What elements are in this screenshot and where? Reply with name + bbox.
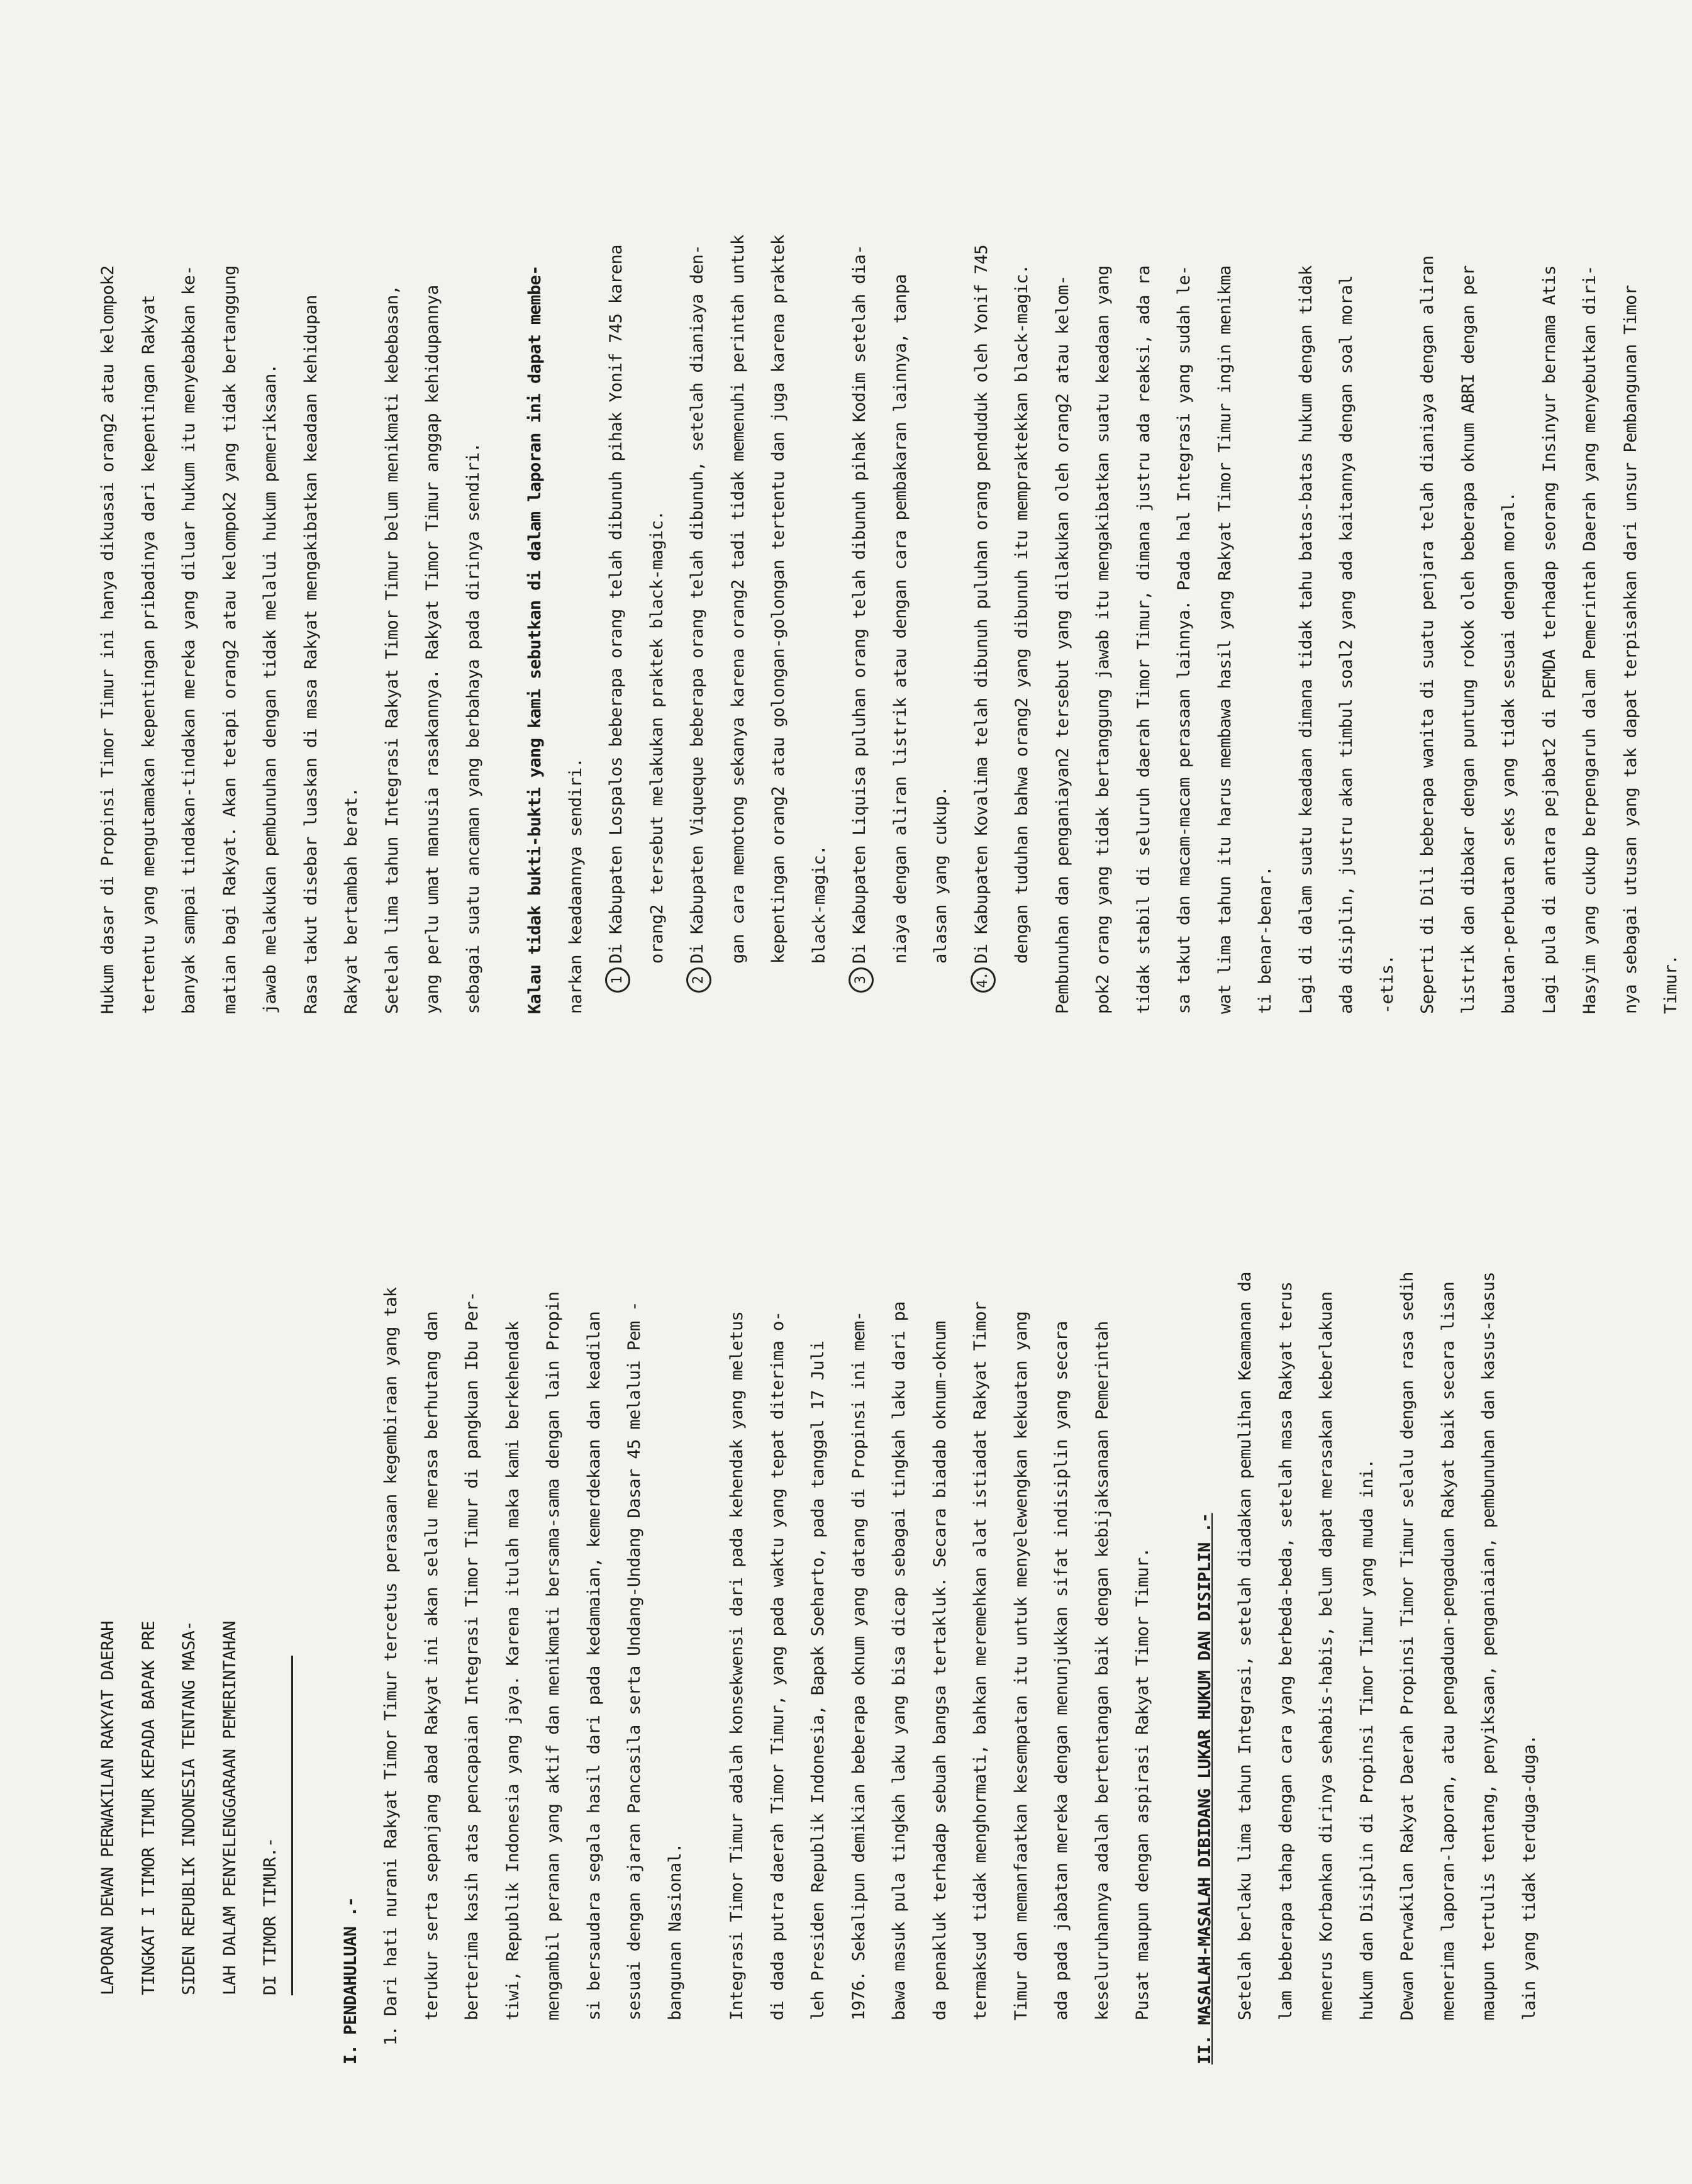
- right-paragraph-4: [515, 33, 596, 1014]
- right-paragraph-1: [88, 33, 291, 1014]
- text-line: ada pada jabatan mereka dengan menunjukkan sifat indisiplin yang secara: [1052, 1321, 1071, 2020]
- text-line: matian bagi Rakyat. Akan tetapi orang2 atau kelompok2 yang tidak bertanggung: [220, 265, 240, 1014]
- paragraph-1: [371, 1083, 696, 2064]
- text-line: banyak sampai tindakan-tindakan mereka yang diluar hukum itu menyebabkan ke-: [179, 265, 199, 1014]
- text-line: Lagi pula di antara pejabat2 di PEMDA terhadap seorang Insinyur bernama Atis: [1539, 265, 1559, 1014]
- text-line: buatan-perbuatan seks yang tidak sesuai dengan moral.: [1499, 492, 1518, 1014]
- title-line: LAH DALAM PENYELENGGARAAN PEMERINTAHAN: [220, 1621, 240, 1995]
- paragraph-2: [717, 1083, 1164, 2064]
- title-line: TINGKAT I TIMOR TIMUR KEPADA BAPAK PRE: [138, 1621, 159, 1995]
- title-line: LAPORAN DEWAN PERWAKILAN RAKYAT DAERAH: [98, 1621, 118, 1995]
- text-line: berterima kasih atas pencapaian Integrasi Timor Timur di pangkuan Ibu Per-: [462, 1291, 482, 2020]
- right-column: [88, 33, 1692, 1014]
- text-line: listrik dan dibakar dengan puntung rokok oleh beberapa oknum ABRI dengan per: [1458, 265, 1478, 1014]
- text-line: Dewan Perwakilan Rakyat Daerah Propinsi Timor Timur selalu dengan rasa sedih: [1398, 1272, 1417, 2020]
- text-line: tiwi, Republik Indonesia yang jaya. Karena itulah maka kami berkehendak: [503, 1321, 523, 2020]
- section-heading-pendahuluan: I. PENDAHULUAN .-: [340, 1897, 360, 2064]
- text-line: Setelah berlaku lima tahun Integrasi, setelah diadakan pemulihan Keamanan da: [1235, 1272, 1255, 2020]
- text-line: sa takut dan macam-macam perasaan lainnya. Pada hal Integrasi yang sudah le-: [1174, 265, 1194, 1014]
- text-line: keseluruhannya adalah bertentangan baik dengan kebijaksanaan Pemerintah: [1092, 1321, 1112, 2020]
- text-line: lain yang tidak terduga-duga.: [1519, 1734, 1539, 2020]
- text-line: Seperti di Dili beberapa wanita di suatu penjara telah dianiaya dengan aliran: [1418, 255, 1437, 1014]
- left-column: [88, 1083, 1550, 2064]
- text-line: maupun tertulis tentang, penyiksaan, penganiaian, pembunuhan dan kasus-kasus: [1479, 1272, 1498, 2020]
- text-line: tidak stabil di seluruh daerah Timor Timur, dimana justru ada reaksi, ada ra: [1133, 265, 1154, 1014]
- text-line: 1. Dari hati nurani Rakyat Timor Timur tercetus perasaan kegembiraan yang tak: [381, 1287, 401, 2046]
- text-line: ti benar-benar.: [1255, 866, 1275, 1014]
- text-line: termaksud tidak menghormati, bahkan meremehkan alat istiadat Rakyat Timor: [971, 1301, 990, 2020]
- item-number: 3: [849, 967, 874, 993]
- text-line: Integrasi Timor Timur adalah konsekwensi dari pada kehendak yang meletus: [727, 1311, 747, 2020]
- text-line: si bersaudara segala hasil dari pada kedamaian, kemerdekaan dan keadilan: [584, 1311, 604, 2020]
- text-line: [677, 33, 718, 984]
- text-line: Setelah lima tahun Integrasi Rakyat Timor Timur belum menikmati kebebasan,: [382, 285, 402, 1014]
- text-line: sesuai dengan ajaran Pancasila serta Undang-Undang Dasar 45 melalui Pem -: [625, 1301, 644, 2020]
- text-line: alasan yang cukup.: [931, 786, 950, 964]
- title-line: DI TIMOR TIMUR.-: [260, 1837, 280, 1995]
- text-line: Timur.: [1661, 955, 1681, 1014]
- text-line: nya sebagai utusan yang tak dapat terpisahkan dari unsur Pembangunan Timor: [1620, 285, 1640, 1014]
- text-line: kepentingan orang2 atau golongan-golongan tertentu dan juga karena praktek: [769, 235, 788, 964]
- right-paragraph-6: [1286, 33, 1408, 1014]
- right-paragraph-2: [291, 33, 372, 1014]
- text-line: orang2 tersebut melakukan praktek black-magic.: [647, 510, 667, 964]
- text-line: dengan tuduhan bahwa orang2 yang dibunuh itu mempraktekkan black-magic.: [1012, 264, 1032, 964]
- paragraph-4: [1388, 1083, 1550, 2064]
- item-text: Di Kabupaten Viqueque beberapa orang telah dibunuh, setelah dianiaya den-: [687, 245, 707, 964]
- text-line: [962, 33, 1003, 988]
- text-line: niaya dengan aliran listrik atau dengan cara pembakaran lainnya, tanpa: [890, 274, 910, 964]
- text-line: leh Presiden Republik Indonesia, Bapak Soeharto, pada tanggal 17 Juli: [808, 1340, 828, 2020]
- text-line: tertentu yang mengutamakan kepentingan pribadinya dari kepentingan Rakyat: [138, 295, 159, 1014]
- text-line: ada disiplin, justru akan timbul soal2 yang ada kaitannya dengan soal moral: [1337, 275, 1356, 1014]
- list-item: [677, 33, 840, 1014]
- text-line: Pembunuhan dan penganiayan2 tersebut yang dilakukan oleh orang2 atau kelom-: [1052, 275, 1072, 1014]
- list-item: [596, 33, 677, 1014]
- text-line: Lagi di dalam suatu keadaan dimana tidak tahu batas-batas hukum dengan tidak: [1296, 265, 1316, 1014]
- text-line: Hasyim yang cukup berpengaruh dalam Pemerintah Daerah yang menyebutkan diri-: [1580, 265, 1600, 1014]
- text-line: pok2 orang yang tidak bertanggung jawab itu mengakibatkan suatu keadaan yang: [1093, 265, 1113, 1014]
- paragraph-3: [1225, 1083, 1388, 2064]
- right-paragraph-8: [1530, 33, 1692, 1014]
- right-paragraph-5: [1043, 33, 1286, 1014]
- text-line: black-magic.: [809, 845, 829, 964]
- item-number: 4.: [971, 967, 996, 993]
- item-text: Di Kabupaten Liquisa puluhan orang telah dibunuh pihak Kodim setelah dia-: [850, 245, 869, 964]
- text-line: Hukum dasar di Propinsi Timor Timur ini hanya dikuasai orang2 atau kelompok2: [98, 265, 118, 1014]
- item-text: Di Kabupaten Kovalima telah dibunuh puluhan orang penduduk oleh Yonif 745: [971, 245, 991, 964]
- text-line: jawab melakukan pembunuhan dengan tidak melalui hukum pemeriksaan.: [260, 364, 280, 1014]
- item-number: 1: [605, 967, 630, 993]
- text-line: gan cara memotong sekanya karena orang2 tadi tidak memenuhi perintah untuk: [728, 235, 748, 964]
- text-line: bawa masuk pula tingkah laku yang bisa dicap sebagai tingkah laku dari pa: [889, 1301, 909, 2020]
- list-item: [962, 33, 1043, 1014]
- right-paragraph-3: [372, 33, 494, 1014]
- text-line: terukur serta sepanjang abad Rakyat ini akan selalu merasa berhutang dan: [421, 1311, 442, 2020]
- text-line: yang perlu umat manusia rasakannya. Rakyat Timor Timur anggap kehidupannya: [423, 285, 442, 1014]
- text-line: wat lima tahun itu harus membawa hasil yang Rakyat Timor Timur ingin menikma: [1215, 265, 1235, 1014]
- right-paragraph-7: [1408, 33, 1530, 1014]
- item-text: Di Kabupaten Lospalos beberapa orang telah dibunuh pihak Yonif 745 karena: [606, 245, 626, 964]
- text-line: lam beberapa tahap dengan cara yang berbeda-beda, setelah masa Rakyat terus: [1276, 1281, 1296, 2020]
- text-line: [840, 33, 881, 984]
- title-underline: [291, 1656, 293, 1995]
- title-line: SIDEN REPUBLIK INDONESIA TENTANG MASA-: [179, 1621, 199, 1995]
- text-line: Pusat maupun dengan aspirasi Rakyat Timor Timur.: [1133, 1547, 1152, 2020]
- text-line: mengambil peranan yang aktif dan menikmati bersama-sama dengan lain Propin: [543, 1291, 563, 2020]
- text-line: di dada putra daerah Timor Timur, yang pada waktu yang tepat diterima o-: [767, 1311, 788, 2020]
- text-line: Rasa takut disebar luaskan di masa Rakyat mengakibatkan keadaan kehidupan: [301, 295, 321, 1014]
- text-line: bangunan Nasional.: [665, 1843, 685, 2020]
- list-item: [840, 33, 962, 1014]
- document-title: [88, 1083, 291, 2064]
- text-line: menerus Korbankan dirinya sehabis-habis, belum dapat merasakan keberlakuan: [1316, 1291, 1336, 2020]
- text-line: Timur dan memanfaatkan kesempatan itu untuk menyelewengkan kekuatan yang: [1011, 1311, 1031, 2020]
- text-line: da penakluk terhadap sebuah bangsa tertakluk. Secara biadab oknum-oknum: [930, 1321, 950, 2020]
- text-line: hukum dan Disiplin di Propinsi Timor Timur yang muda ini.: [1357, 1459, 1377, 2020]
- text-line: sebagai suatu ancaman yang berbahaya pada dirinya sendiri.: [463, 442, 483, 1014]
- text-line: narkan keadaannya sendiri.: [565, 757, 586, 1014]
- section-heading-hukum-disiplin: II. MASALAH-MASALAH DIBIDANG LUKAR HUKUM DAN DISIPLIN .-: [1194, 1513, 1215, 2064]
- item-number: 2: [686, 967, 711, 993]
- text-line: [596, 33, 637, 984]
- text-line: Kalau tidak bukti-bukti yang kami sebutkan di dalam laporan ini dapat membe-: [525, 265, 545, 1014]
- text-line: 1976. Sekalipun demikian beberapa oknum yang datang di Propinsi ini mem-: [849, 1311, 869, 2020]
- text-line: Rakyat bertambah berat.: [342, 787, 361, 1014]
- text-line: -etis.: [1377, 955, 1397, 1014]
- text-line: menerima laporan-laporan, atau pengaduan-pengaduan Rakyat baik secara lisan: [1438, 1281, 1458, 2020]
